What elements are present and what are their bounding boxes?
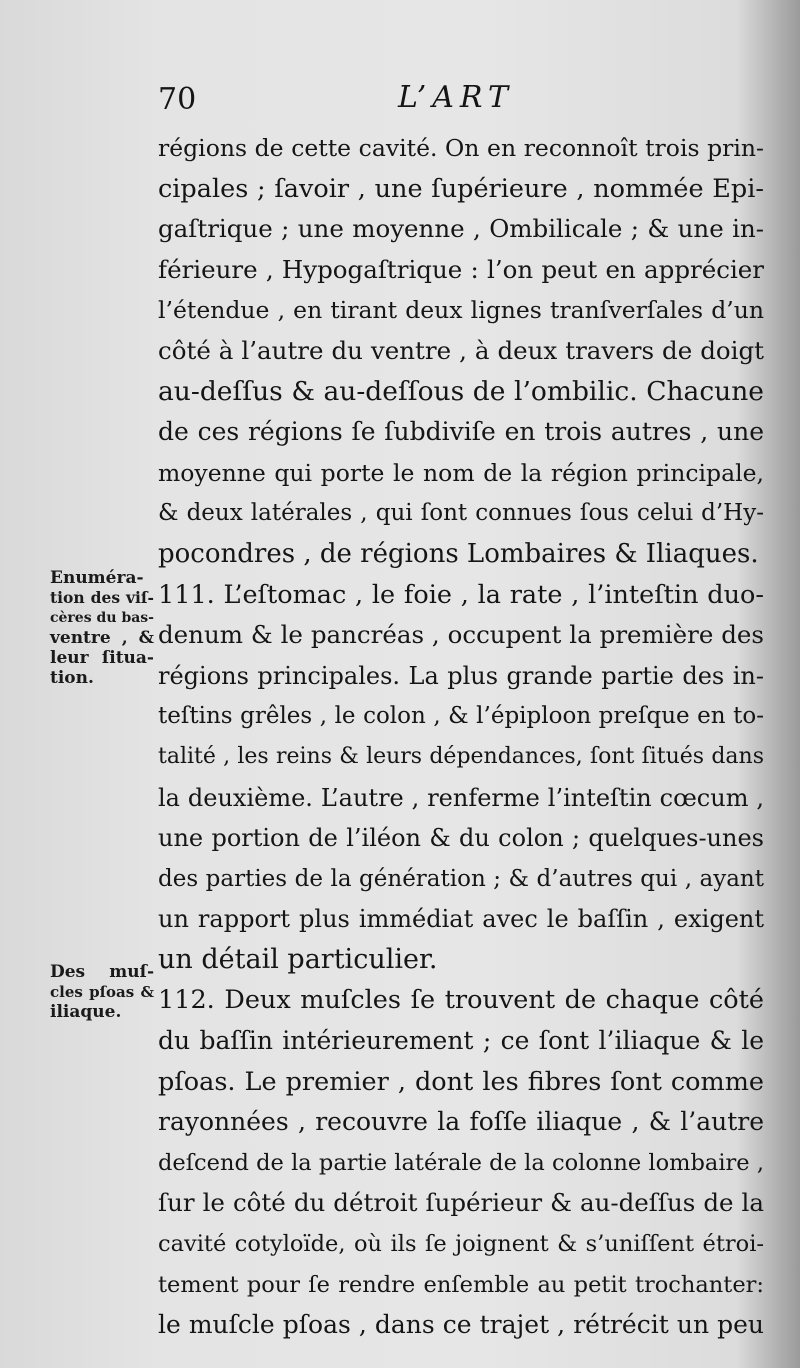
text-line: régions principales. La plus grande partie des in- [158,661,764,690]
text-line: côté à l’autre du ventre , à deux travers de doigt [158,335,764,365]
text-line: un détail particulier. [158,943,438,975]
margin-note-line: cères du bas- [50,610,154,626]
running-title: L’ART [398,80,515,115]
text-line: la deuxième. L’autre , renferme l’inteſtin cœcum , [158,783,764,812]
text-line: une portion de l’iléon & du colon ; quelques-unes [158,824,764,853]
text-line: deſcend de la partie latérale de la colonne lombaire , [158,1149,764,1176]
text-line: des parties de la génération ; & d’autres qui , ayant [158,865,764,892]
margin-note-line: tion. [50,668,94,688]
text-line: de ces régions ſe ſubdiviſe en trois autres , une [158,417,764,447]
text-line: pocondres , de régions Lombaires & Iliaques. [158,538,759,569]
text-line: régions de cette cavité. On en reconnoît trois prin- [158,134,764,162]
text-line: férieure , Hypogaſtrique : l’on peut en apprécier [158,254,764,284]
text-line: tement pour ſe rendre enſemble au petit trochanter: [158,1271,764,1298]
margin-note-line: Enuméra- [50,568,144,588]
text-line: & deux latérales , qui ſont connues ſous celui d’Hy- [158,500,764,527]
margin-note-line: iliaque. [50,1002,122,1022]
margin-note-muscles [50,962,154,1022]
text-line: un rapport plus immédiat avec le baſſin , exigent [158,905,764,934]
body-text [158,128,764,1346]
text-line: rayonnées , recouvre la foſſe iliaque , & l’autre [158,1107,764,1137]
text-line: pſoas. Le premier , dont les fibres ſont comme [158,1066,764,1097]
text-line: talité , les reins & leurs dépendances, ſont ſitués dans [158,743,764,769]
text-line: cipales ; ſavoir , une ſupérieure , nommée Epi- [158,173,764,204]
text-line: denum & le pancréas , occupent la première des [158,620,764,650]
text-line: du baſſin intérieurement ; ce ſont l’iliaque & le [158,1026,764,1056]
margin-note-enumeration [50,568,154,688]
margin-note-line: Des muſ- [50,962,154,982]
text-line: ſur le côté du détroit ſupérieur & au-deſſus de la [158,1188,764,1218]
text-line: l’étendue , en tirant deux lignes tranſverſales d’un [158,296,764,325]
margin-note-line: tion des viſ- [50,588,154,607]
text-line: moyenne qui porte le nom de la région principale, [158,458,764,487]
text-line: gaſtrique ; une moyenne , Ombilicale ; & une in- [158,214,764,244]
paragraph-111-start: 111. L’eſtomac , le foie , la rate , l’inteſtin duo- [158,579,764,610]
paragraph-112-start: 112. Deux muſcles ſe trouvent de chaque côté [158,985,764,1016]
margin-note-line: cles pſoas & [50,983,154,1001]
page-number: 70 [158,82,197,117]
text-line: le muſcle pſoas , dans ce trajet , rétrécit un peu [158,1310,764,1340]
page-header [0,76,800,120]
margin-note-line: leur ſitua- [50,648,154,668]
text-line: au-deſſus & au-deſſous de l’ombilic. Chacune [158,375,764,407]
text-line: teſtins grêles , le colon , & l’épiploon preſque en to- [158,703,764,730]
margin-note-line: ventre , & [50,628,154,648]
text-line: cavité cotyloïde, où ils ſe joignent & s’uniſſent étroi- [158,1231,764,1258]
